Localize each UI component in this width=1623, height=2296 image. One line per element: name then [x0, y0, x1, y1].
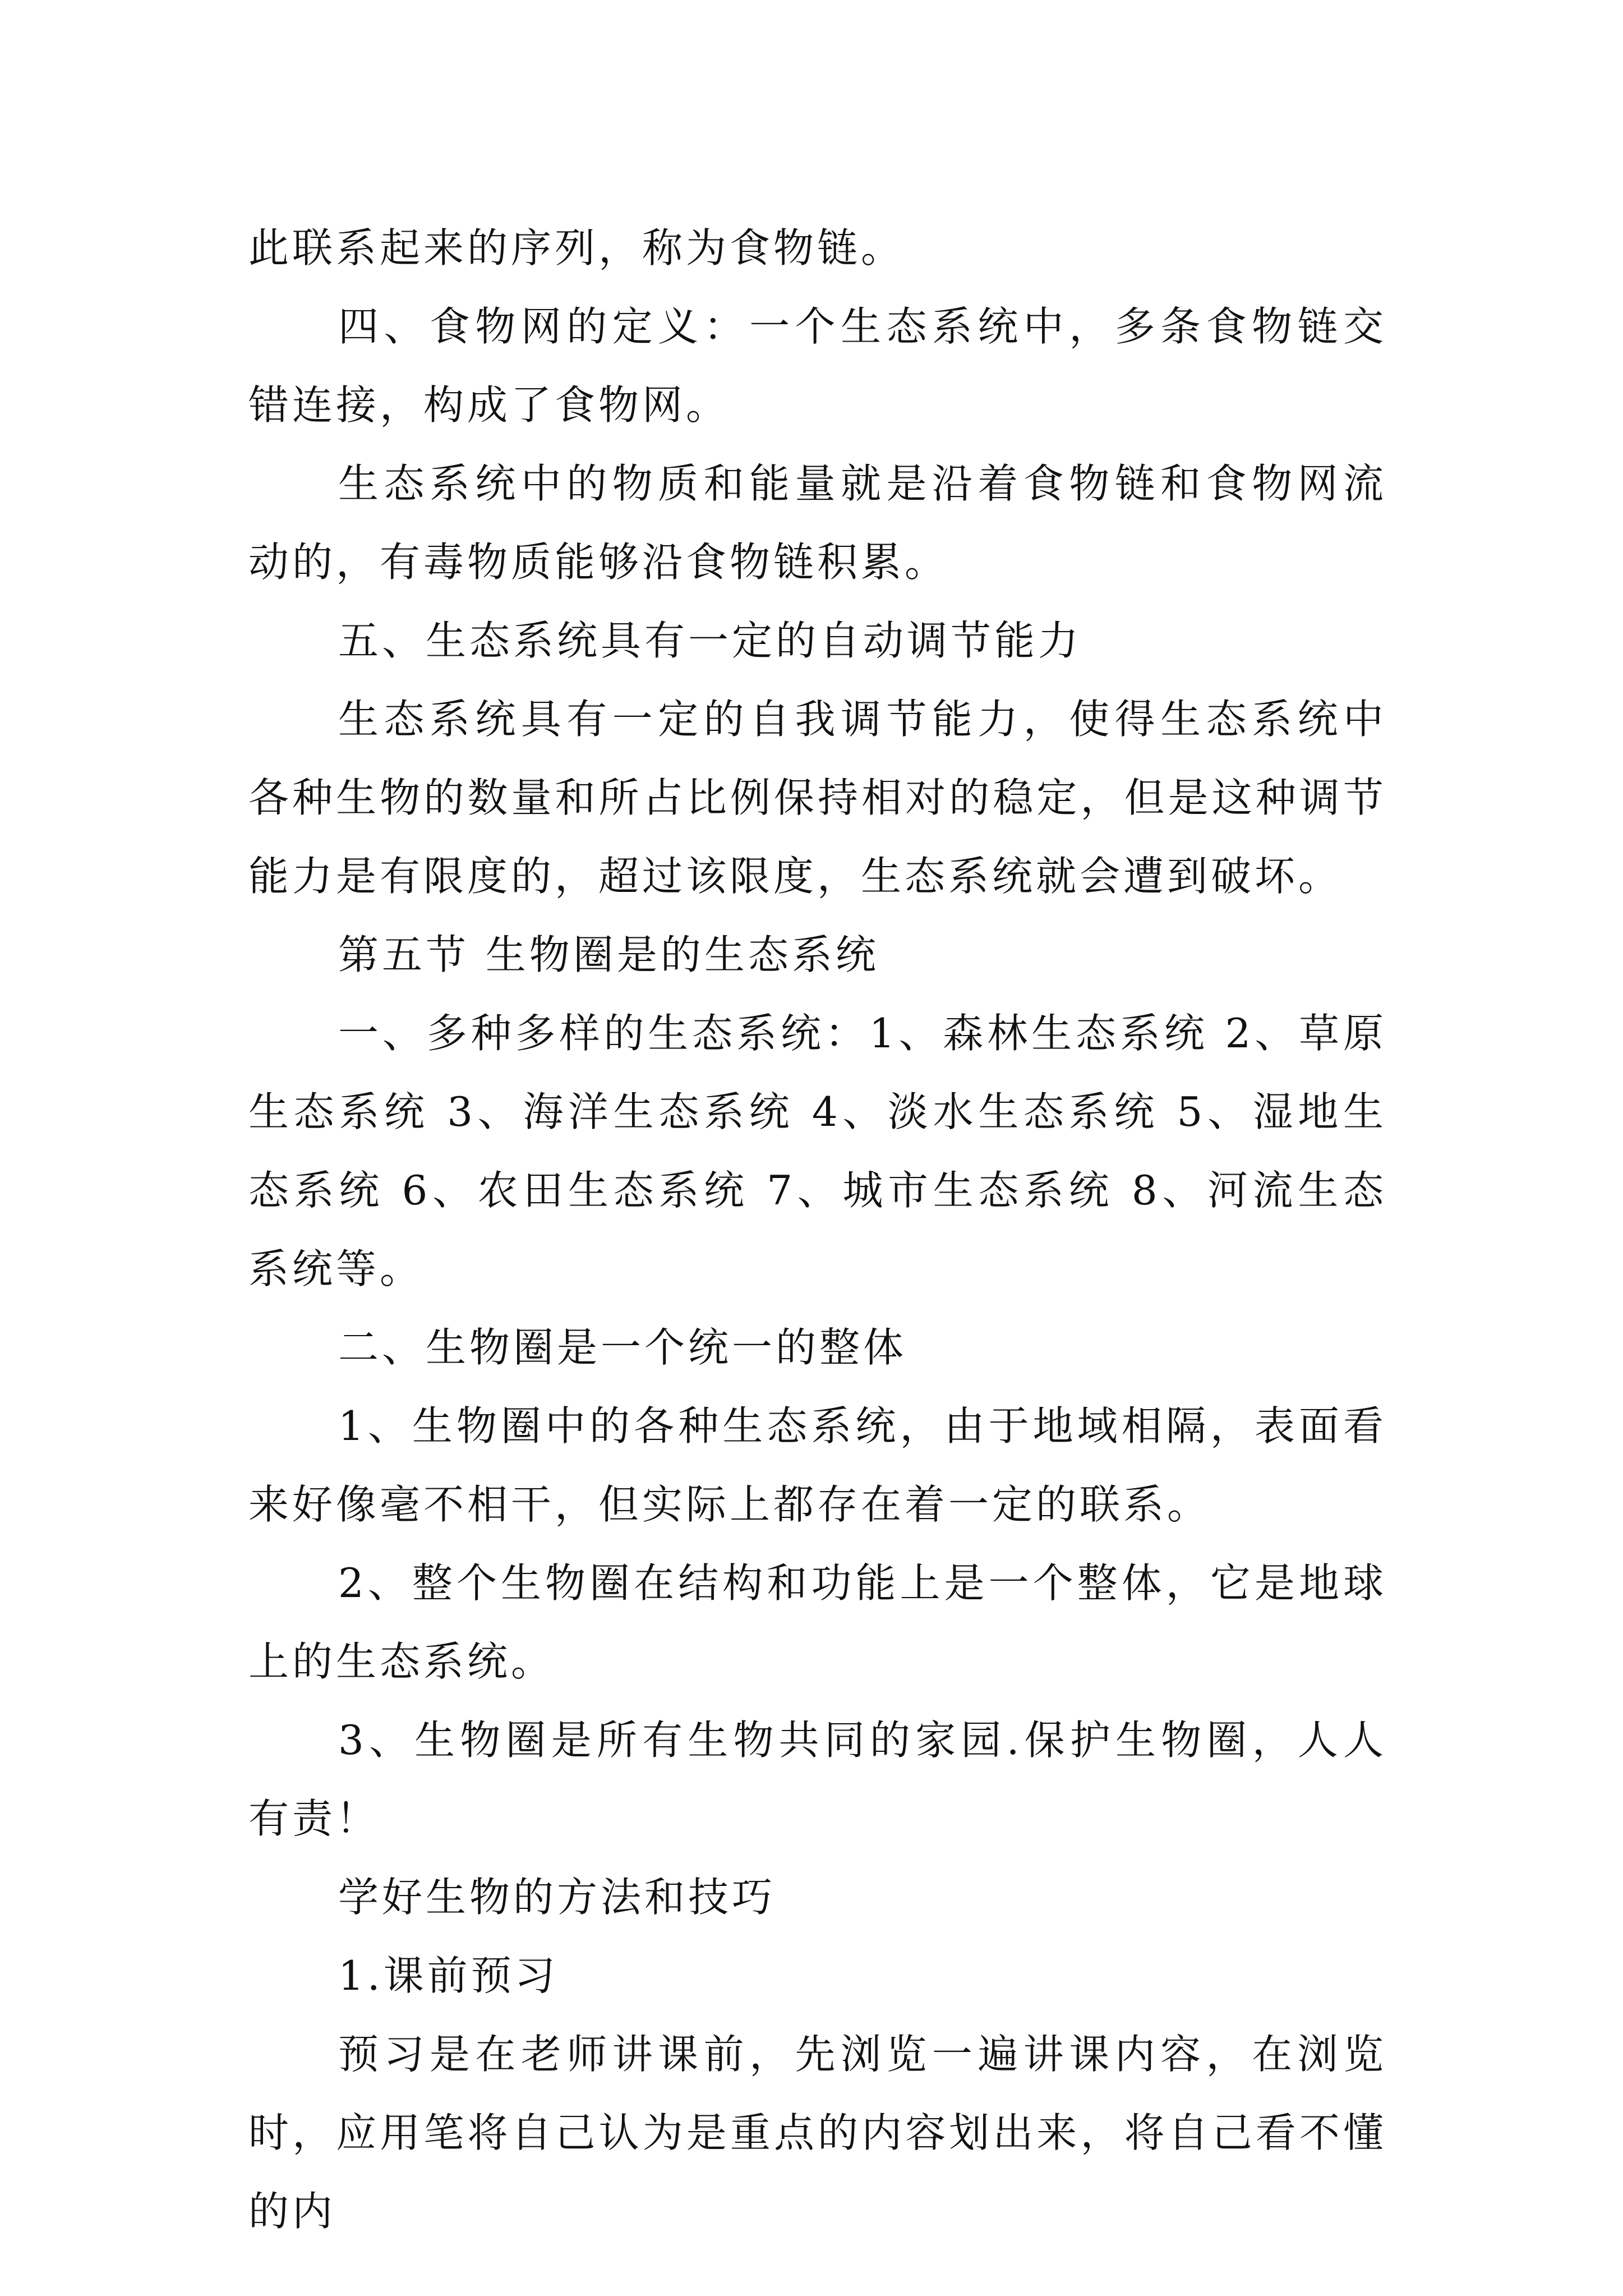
heading-study-methods: 学好生物的方法和技巧 [338, 1874, 776, 1921]
paragraph-biosphere-point-2: 2、整个生物圈在结构和功能上是一个整体，它是地球上的生态系统。 [248, 1559, 1387, 1685]
paragraph-self-regulation: 生态系统具有一定的自我调节能力，使得生态系统中各种生物的数量和所占比例保持相对的稳定，但是这种调节能力是有限度的，超过该限度，生态系统就会遭到破坏。 [248, 696, 1387, 900]
paragraph-food-web-definition: 四、食物网的定义：一个生态系统中，多条食物链交错连接，构成了食物网。 [248, 303, 1387, 429]
heading-biosphere-whole: 二、生物圈是一个统一的整体 [338, 1324, 907, 1371]
heading-self-regulation: 五、生态系统具有一定的自动调节能力 [338, 617, 1082, 664]
paragraph-ecosystem-types: 一、多种多样的生态系统：1、森林生态系统 2、草原生态系统 3、海洋生态系统 4、淡水生态系统 5、湿地生态系统 6、农田生态系统 7、城市生态系统 8、河流生态系统等。 [248, 1010, 1387, 1292]
paragraph-preview: 预习是在老师讲课前，先浏览一遍讲课内容，在浏览时，应用笔将自己认为是重点的内容划出来，将自己看不懂的内 [248, 2031, 1387, 2235]
heading-preview: 1.课前预习 [338, 1952, 559, 1999]
heading-section-five: 第五节 生物圈是的生态系统 [338, 931, 879, 978]
paragraph-biosphere-point-3: 3、生物圈是所有生物共同的家园.保护生物圈，人人有责！ [248, 1717, 1387, 1842]
paragraph-energy-flow: 生态系统中的物质和能量就是沿着食物链和食物网流动的，有毒物质能够沿食物链积累。 [248, 460, 1387, 586]
document-body [248, 209, 1387, 2251]
paragraph-biosphere-point-1: 1、生物圈中的各种生态系统，由于地域相隔，表面看来好像毫不相干，但实际上都存在着一定的联系。 [248, 1402, 1387, 1528]
paragraph-food-chain-end: 此联系起来的序列，称为食物链。 [248, 224, 905, 272]
